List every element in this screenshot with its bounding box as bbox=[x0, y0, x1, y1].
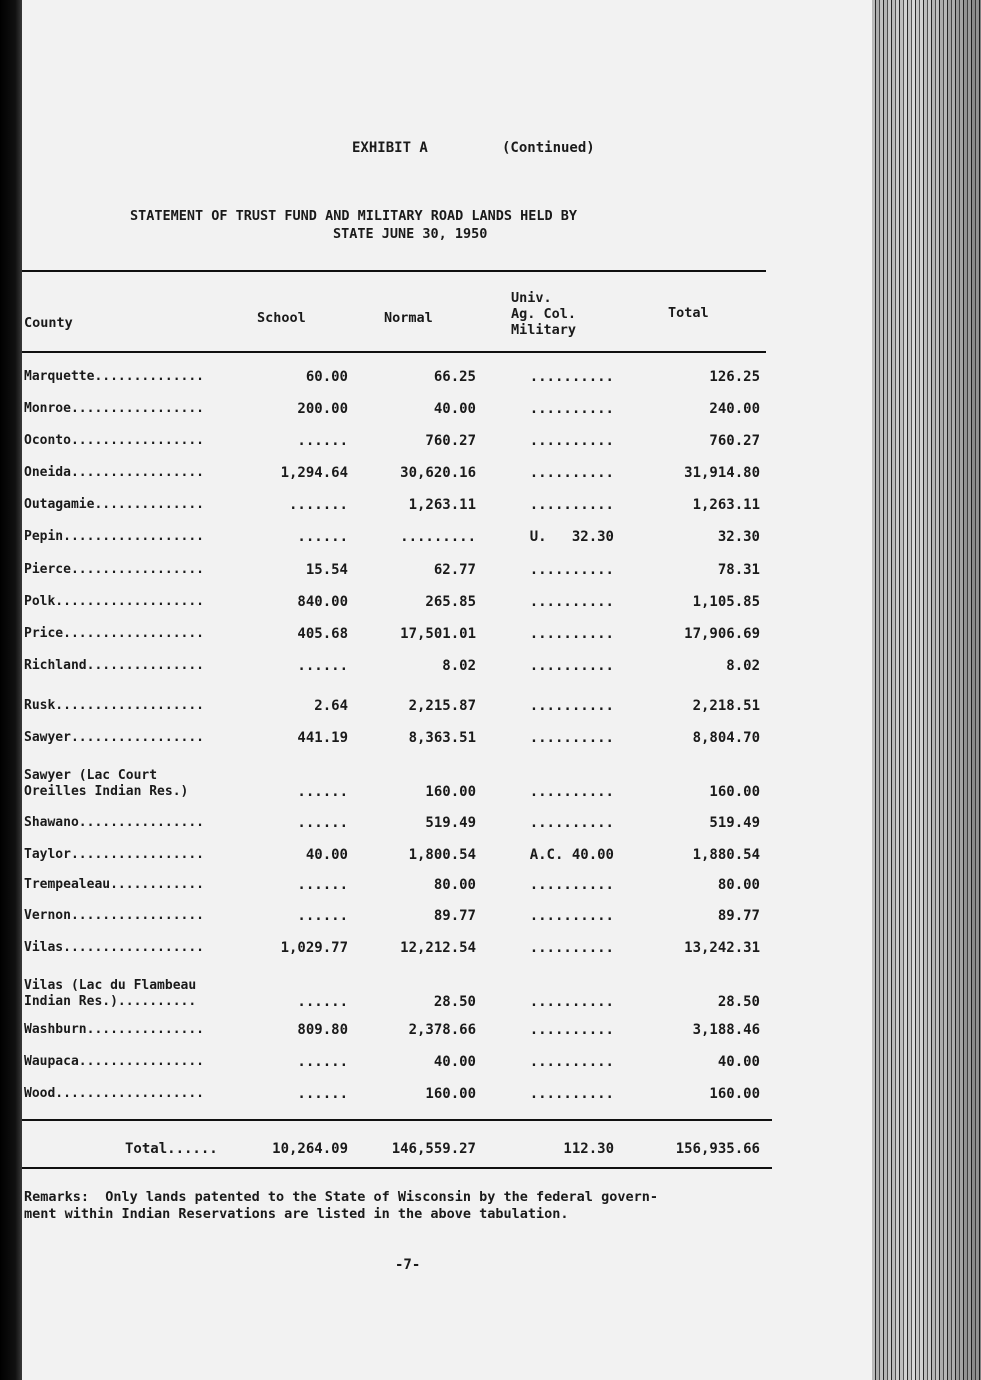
cell-normal: 2,378.66 bbox=[408, 1022, 476, 1038]
county-name: Pierce................. bbox=[24, 562, 205, 577]
cell-total: 17,906.69 bbox=[684, 626, 760, 642]
cell-total: 1,880.54 bbox=[692, 847, 760, 863]
cell-school: ...... bbox=[297, 1054, 348, 1070]
cell-military: .......... bbox=[529, 908, 614, 924]
cell-military: .......... bbox=[529, 784, 614, 800]
county-name: Sawyer................. bbox=[24, 730, 205, 745]
cell-school: ...... bbox=[297, 784, 348, 800]
cell-total: 126.25 bbox=[709, 369, 760, 385]
cell-total: 160.00 bbox=[709, 1086, 760, 1102]
cell-normal: 1,800.54 bbox=[408, 847, 476, 863]
county-name: Indian Res.).......... bbox=[24, 994, 197, 1009]
cell-normal: 265.85 bbox=[425, 594, 476, 610]
cell-school: ...... bbox=[297, 433, 348, 449]
cell-school: ...... bbox=[297, 529, 348, 545]
cell-total: 8.02 bbox=[726, 658, 760, 674]
cell-school: ...... bbox=[297, 908, 348, 924]
county-name: Vernon................. bbox=[24, 908, 205, 923]
cell-school: 15.54 bbox=[305, 562, 348, 578]
totals-bottom-rule bbox=[22, 1167, 772, 1169]
cell-military: .......... bbox=[529, 562, 614, 578]
cell-total: 1,105.85 bbox=[692, 594, 760, 610]
totals-school: 10,264.09 bbox=[272, 1141, 348, 1157]
cell-normal: 62.77 bbox=[433, 562, 476, 578]
cell-total: 760.27 bbox=[709, 433, 760, 449]
left-binding-shadow bbox=[0, 0, 22, 1380]
remarks-line2: ment within Indian Reservations are listed in the above tabulation. bbox=[24, 1206, 569, 1222]
cell-normal: 66.25 bbox=[433, 369, 476, 385]
cell-school: ...... bbox=[297, 815, 348, 831]
county-name: Oreilles Indian Res.) bbox=[24, 784, 189, 799]
cell-normal: 30,620.16 bbox=[400, 465, 476, 481]
county-name: Richland............... bbox=[24, 658, 205, 673]
cell-military: .......... bbox=[529, 877, 614, 893]
cell-school: 840.00 bbox=[297, 594, 348, 610]
totals-label: Total...... bbox=[125, 1141, 218, 1157]
column-header-military-line3: Military bbox=[511, 322, 577, 338]
cell-total: 1,263.11 bbox=[692, 497, 760, 513]
cell-military: .......... bbox=[529, 940, 614, 956]
cell-military: U. 32.30 bbox=[529, 529, 614, 545]
cell-total: 80.00 bbox=[717, 877, 760, 893]
county-name: Polk................... bbox=[24, 594, 205, 609]
exhibit-label: EXHIBIT A bbox=[352, 140, 428, 156]
cell-normal: 40.00 bbox=[433, 1054, 476, 1070]
cell-normal: 28.50 bbox=[433, 994, 476, 1010]
column-header-county: County bbox=[24, 315, 73, 331]
county-name: Vilas.................. bbox=[24, 940, 205, 955]
cell-normal: 8,363.51 bbox=[408, 730, 476, 746]
county-name: Monroe................. bbox=[24, 401, 205, 416]
cell-normal: 2,215.87 bbox=[408, 698, 476, 714]
cell-school: ...... bbox=[297, 877, 348, 893]
cell-military: .......... bbox=[529, 497, 614, 513]
cell-normal: 8.02 bbox=[442, 658, 476, 674]
column-header-total: Total bbox=[668, 305, 709, 321]
document-sheet bbox=[22, 0, 872, 1380]
cell-total: 3,188.46 bbox=[692, 1022, 760, 1038]
totals-total: 156,935.66 bbox=[675, 1141, 760, 1157]
cell-total: 2,218.51 bbox=[692, 698, 760, 714]
totals-top-rule bbox=[22, 1119, 772, 1121]
cell-total: 519.49 bbox=[709, 815, 760, 831]
cell-total: 78.31 bbox=[717, 562, 760, 578]
cell-school: 1,029.77 bbox=[280, 940, 348, 956]
county-name: Wood................... bbox=[24, 1086, 205, 1101]
cell-total: 40.00 bbox=[717, 1054, 760, 1070]
cell-school: 60.00 bbox=[305, 369, 348, 385]
cell-normal: 160.00 bbox=[425, 1086, 476, 1102]
cell-normal: 160.00 bbox=[425, 784, 476, 800]
cell-military: .......... bbox=[529, 730, 614, 746]
county-name: Oneida................. bbox=[24, 465, 205, 480]
cell-normal: 1,263.11 bbox=[408, 497, 476, 513]
cell-total: 32.30 bbox=[717, 529, 760, 545]
totals-normal: 146,559.27 bbox=[391, 1141, 476, 1157]
document-title-line2: STATE JUNE 30, 1950 bbox=[333, 226, 488, 242]
cell-total: 160.00 bbox=[709, 784, 760, 800]
cell-military: .......... bbox=[529, 369, 614, 385]
cell-normal: 519.49 bbox=[425, 815, 476, 831]
county-name: Vilas (Lac du Flambeau bbox=[24, 978, 197, 993]
county-name: Washburn............... bbox=[24, 1022, 205, 1037]
cell-school: 1,294.64 bbox=[280, 465, 348, 481]
cell-military: .......... bbox=[529, 401, 614, 417]
cell-school: ...... bbox=[297, 658, 348, 674]
cell-total: 89.77 bbox=[717, 908, 760, 924]
page-number: -7- bbox=[395, 1257, 421, 1273]
document-title-line1: STATEMENT OF TRUST FUND AND MILITARY ROAD LANDS HELD BY bbox=[130, 208, 578, 224]
county-name: Price.................. bbox=[24, 626, 205, 641]
cell-normal: 12,212.54 bbox=[400, 940, 476, 956]
cell-normal: ......... bbox=[400, 529, 476, 545]
continued-label: (Continued) bbox=[502, 140, 595, 156]
cell-school: 40.00 bbox=[305, 847, 348, 863]
cell-school: ....... bbox=[288, 497, 348, 513]
cell-school: 405.68 bbox=[297, 626, 348, 642]
column-header-normal: Normal bbox=[384, 310, 433, 326]
cell-school: 441.19 bbox=[297, 730, 348, 746]
cell-military: .......... bbox=[529, 698, 614, 714]
cell-military: .......... bbox=[529, 994, 614, 1010]
cell-military: .......... bbox=[529, 433, 614, 449]
cell-school: 809.80 bbox=[297, 1022, 348, 1038]
cell-normal: 89.77 bbox=[433, 908, 476, 924]
cell-school: 200.00 bbox=[297, 401, 348, 417]
county-name: Waupaca................ bbox=[24, 1054, 205, 1069]
cell-military: .......... bbox=[529, 1086, 614, 1102]
column-header-military-line2: Ag. Col. bbox=[511, 306, 577, 322]
cell-military: A.C. 40.00 bbox=[529, 847, 614, 863]
table-top-rule bbox=[22, 270, 766, 272]
county-name: Oconto................. bbox=[24, 433, 205, 448]
cell-normal: 80.00 bbox=[433, 877, 476, 893]
cell-normal: 760.27 bbox=[425, 433, 476, 449]
cell-total: 28.50 bbox=[717, 994, 760, 1010]
totals-military: 112.30 bbox=[563, 1141, 614, 1157]
cell-total: 8,804.70 bbox=[692, 730, 760, 746]
cell-military: .......... bbox=[529, 1054, 614, 1070]
cell-normal: 17,501.01 bbox=[400, 626, 476, 642]
remarks-line1: Remarks: Only lands patented to the State of Wisconsin by the federal govern- bbox=[24, 1189, 658, 1205]
cell-total: 13,242.31 bbox=[684, 940, 760, 956]
county-name: Taylor................. bbox=[24, 847, 205, 862]
cell-military: .......... bbox=[529, 465, 614, 481]
county-name: Marquette.............. bbox=[24, 369, 205, 384]
page-stack-shadow bbox=[872, 0, 981, 1380]
cell-school: ...... bbox=[297, 1086, 348, 1102]
county-name: Outagamie.............. bbox=[24, 497, 205, 512]
cell-school: ...... bbox=[297, 994, 348, 1010]
column-header-military-line1: Univ. bbox=[511, 290, 552, 306]
county-name: Rusk................... bbox=[24, 698, 205, 713]
cell-total: 240.00 bbox=[709, 401, 760, 417]
header-bottom-rule bbox=[22, 351, 766, 353]
column-header-school: School bbox=[257, 310, 306, 326]
county-name: Trempealeau............ bbox=[24, 877, 205, 892]
cell-normal: 40.00 bbox=[433, 401, 476, 417]
county-name: Pepin.................. bbox=[24, 529, 205, 544]
cell-military: .......... bbox=[529, 815, 614, 831]
cell-military: .......... bbox=[529, 658, 614, 674]
cell-military: .......... bbox=[529, 594, 614, 610]
cell-military: .......... bbox=[529, 1022, 614, 1038]
cell-school: 2.64 bbox=[314, 698, 348, 714]
cell-total: 31,914.80 bbox=[684, 465, 760, 481]
county-name: Sawyer (Lac Court bbox=[24, 768, 158, 783]
county-name: Shawano................ bbox=[24, 815, 205, 830]
cell-military: .......... bbox=[529, 626, 614, 642]
